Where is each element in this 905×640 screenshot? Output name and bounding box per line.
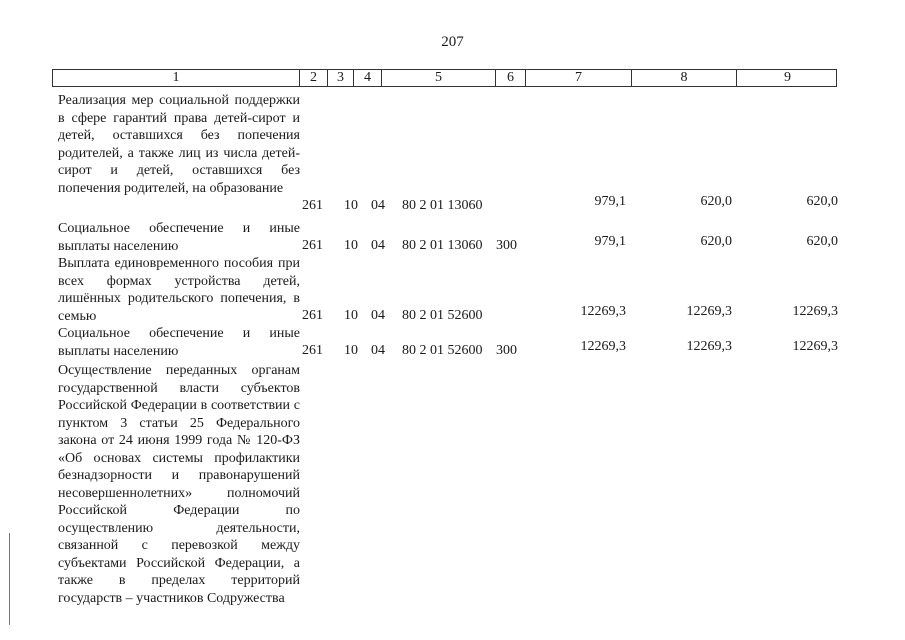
cell-col-3: 10 — [344, 343, 358, 358]
header-col-3: 3 — [328, 70, 354, 86]
cell-col-6: 300 — [496, 343, 517, 358]
cell-col-5: 80 2 01 13060 — [402, 238, 483, 253]
cell-col-8: 12269,3 — [686, 339, 732, 354]
cell-col-5: 80 2 01 52600 — [402, 343, 483, 358]
margin-scan-line — [9, 533, 10, 625]
cell-col-8: 620,0 — [700, 194, 732, 209]
cell-col-4: 04 — [371, 198, 385, 213]
header-col-4: 4 — [354, 70, 382, 86]
cell-col-2: 261 — [302, 198, 323, 213]
cell-col-4: 04 — [371, 238, 385, 253]
header-col-2: 2 — [300, 70, 328, 86]
cell-col-3: 10 — [344, 238, 358, 253]
header-col-9: 9 — [784, 70, 791, 85]
cell-col-2: 261 — [302, 238, 323, 253]
row-description: Выплата единовременного пособия при всех формах устройства детей, лишённых родительского попечения, в семью — [58, 256, 300, 324]
cell-col-9: 620,0 — [806, 234, 838, 249]
cell-col-3: 10 — [344, 198, 358, 213]
cell-col-7: 979,1 — [594, 234, 626, 249]
row-description: Социальное обеспечение и иные выплаты населению — [58, 221, 300, 254]
row-description: Социальное обеспечение и иные выплаты населению — [58, 326, 300, 359]
cell-col-9: 12269,3 — [792, 304, 838, 319]
cell-col-3: 10 — [344, 308, 358, 323]
cell-col-9: 620,0 — [806, 194, 838, 209]
cell-col-4: 04 — [371, 343, 385, 358]
cell-col-7: 979,1 — [594, 194, 626, 209]
cell-col-8: 12269,3 — [686, 304, 732, 319]
cell-col-4: 04 — [371, 308, 385, 323]
cell-col-7: 12269,3 — [580, 304, 626, 319]
table-header-row — [52, 69, 837, 87]
cell-col-2: 261 — [302, 343, 323, 358]
page-number: 207 — [441, 34, 464, 50]
cell-col-7: 12269,3 — [580, 339, 626, 354]
cell-col-5: 80 2 01 13060 — [402, 198, 483, 213]
header-col-5: 5 — [382, 70, 496, 86]
header-col-8: 8 — [632, 70, 737, 86]
cell-col-9: 12269,3 — [792, 339, 838, 354]
row-description: Осуществление переданных органам государственной власти субъектов Российской Федерации в соответствии с пунктом 3 статьи 25 Федерального закона от 24 июня 1999 года № 120-ФЗ «Об основах системы профилактики безнадзорности и правонарушений несовершеннолетних» полномочий Российской Федерации по осуществлению деятельности, связанной с перевозкой между субъектами Российской Федерации, а также в пределах территорий государств – участников Содружества — [58, 363, 300, 606]
cell-col-5: 80 2 01 52600 — [402, 308, 483, 323]
header-col-1: 1 — [53, 70, 300, 86]
cell-col-8: 620,0 — [700, 234, 732, 249]
cell-col-6: 300 — [496, 238, 517, 253]
header-col-7: 7 — [526, 70, 632, 86]
row-description: Реализация мер социальной поддержки в сфере гарантий права детей-сирот и детей, оставшихся без попечения родителей, а также лиц из числа детей-сирот и детей, оставшихся без попечения родителей, на образование — [58, 93, 300, 196]
cell-col-2: 261 — [302, 308, 323, 323]
header-col-6: 6 — [496, 70, 526, 86]
